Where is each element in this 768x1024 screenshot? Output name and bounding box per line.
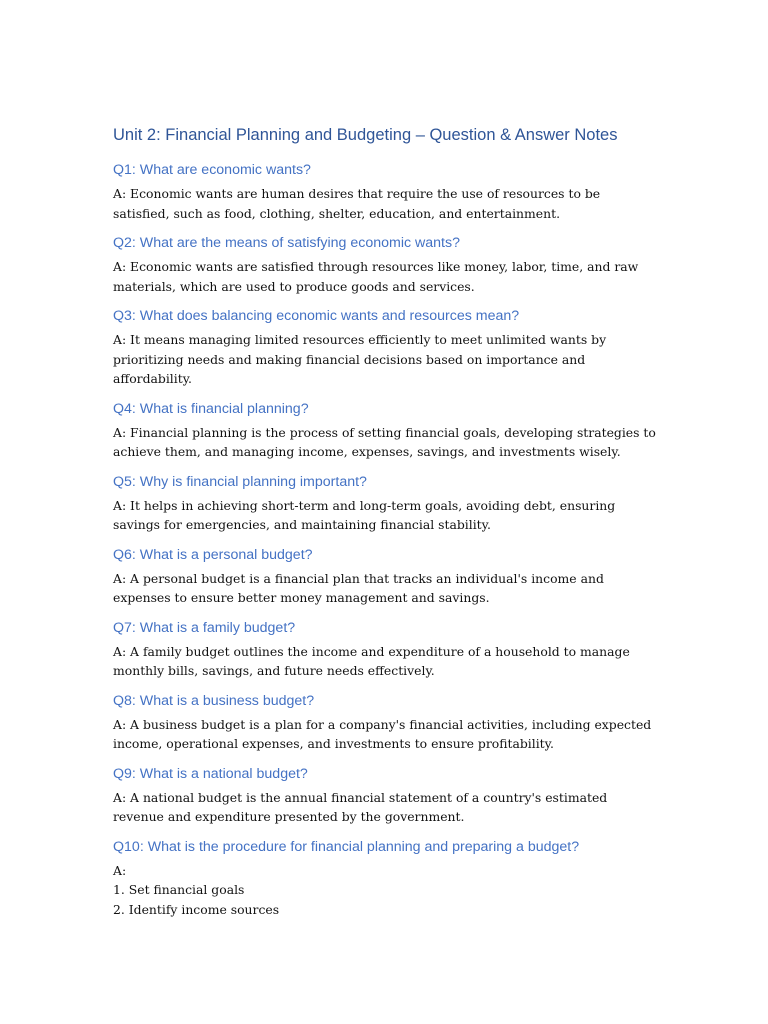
qa-item-8 (113, 691, 658, 754)
document-content (113, 124, 658, 929)
procedure-step: 2. Identify income sources (113, 901, 280, 917)
question-heading: Q4: What is financial planning? (113, 400, 309, 417)
question-heading: Q10: What is the procedure for financial planning and preparing a budget? (113, 838, 580, 855)
procedure-step: 1. Set financial goals (113, 882, 245, 897)
question-heading: Q5: Why is financial planning important? (113, 473, 367, 490)
qa-item-2 (113, 233, 658, 296)
qa-item-6 (113, 545, 658, 608)
question-heading: Q9: What is a national budget? (113, 765, 308, 782)
question-heading: Q1: What are economic wants? (113, 162, 311, 178)
qa-item-10 (113, 837, 658, 920)
answer-text: A: A national budget is the annual financial statement of a country's estimated revenue and expenditure presented by the government. (113, 789, 608, 824)
answer-text: A: A business budget is a plan for a company's financial activities, including expected income, operational expenses, and investments to ensure profitability. (113, 716, 652, 751)
answer-text: A: It helps in achieving short-term and long-term goals, avoiding debt, ensuring savings for emergencies, and maintaining financial stability. (113, 497, 616, 532)
answer-text: A: Economic wants are human desires that require the use of resources to be satisfied, such as food, clothing, shelter, education, and entertainment. (113, 186, 601, 221)
document-title: Unit 2: Financial Planning and Budgeting – Question & Answer Notes (113, 126, 618, 144)
answer-text: A: A personal budget is a financial plan that tracks an individual's income and expenses to ensure better money management and savings. (113, 570, 604, 605)
answer-text: A: Economic wants are satisfied through resources like money, labor, time, and raw materials, which are used to produce goods and services. (113, 259, 639, 294)
answer-text: A: Financial planning is the process of setting financial goals, developing strategies to achieve them, and managing income, expenses, savings, and investments wisely. (113, 424, 656, 459)
qa-item-7 (113, 618, 658, 681)
question-heading: Q6: What is a personal budget? (113, 546, 313, 563)
question-heading: Q3: What does balancing economic wants and resources mean? (113, 308, 520, 324)
question-heading: Q7: What is a family budget? (113, 619, 296, 636)
qa-item-3 (113, 306, 658, 389)
question-heading: Q8: What is a business budget? (113, 692, 315, 709)
qa-item-4 (113, 399, 658, 462)
answer-prefix: A: (113, 862, 127, 878)
procedure-steps-list (113, 880, 658, 919)
answer-text: A: It means managing limited resources efficiently to meet unlimited wants by prioritizing needs and making financial decisions based on importance and affordability. (113, 332, 607, 386)
qa-item-5 (113, 472, 658, 535)
question-heading: Q2: What are the means of satisfying economic wants? (113, 235, 460, 251)
qa-item-9 (113, 764, 658, 827)
answer-text: A: A family budget outlines the income and expenditure of a household to manage monthly bills, savings, and future needs effectively. (113, 643, 630, 678)
qa-item-1 (113, 160, 658, 223)
